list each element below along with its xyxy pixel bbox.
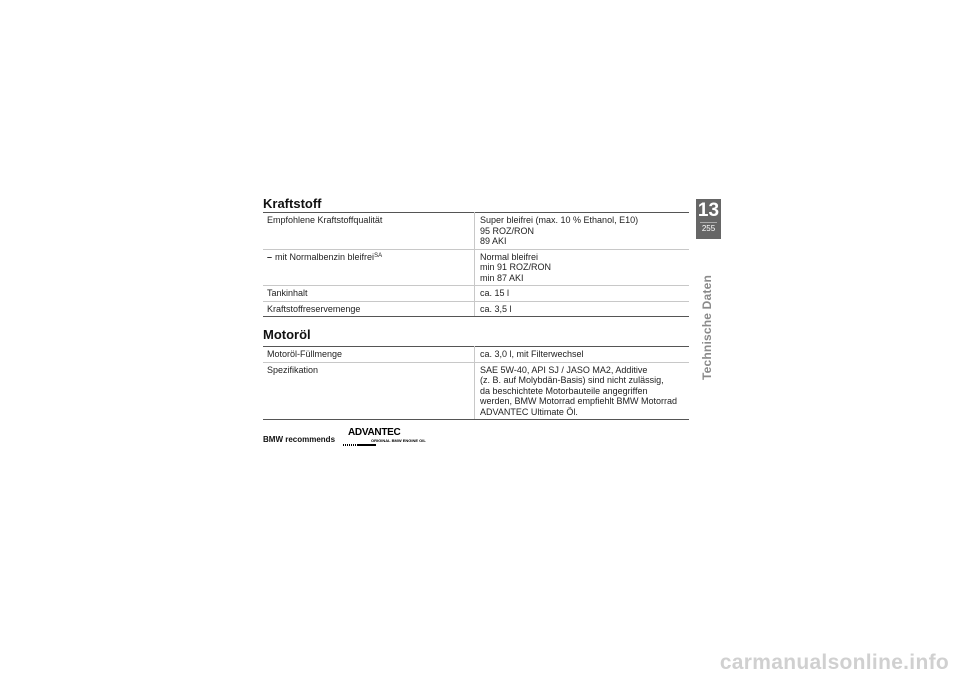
row-value (475, 249, 690, 286)
row-label: Tankinhalt (263, 286, 475, 302)
value-line: ca. 3,5 l (480, 303, 512, 314)
fuel-spec-table (263, 212, 689, 317)
value-line: ADVANTEC Ultimate Öl. (480, 406, 578, 417)
value-line: werden, BMW Motorrad empfiehlt BMW Motorrad (480, 396, 678, 406)
chapter-number: 13 (697, 200, 720, 221)
value-line: da beschichtete Motorbauteile angegriffen (480, 385, 648, 396)
row-value (475, 301, 690, 317)
row-label: Kraftstoffreservemenge (263, 301, 475, 317)
value-line: ca. 3,0 l, mit Filterwechsel (480, 349, 584, 359)
row-label: Empfohlene Kraftstoffqualität (263, 213, 475, 250)
value-line: (z. B. auf Molybdän-Basis) sind nicht zulässig, (480, 375, 664, 385)
value-line: 89 AKI (480, 236, 507, 246)
value-line: Super bleifrei (max. 10 % Ethanol, E10) (480, 215, 639, 225)
value-line: 95 ROZ/RON (480, 225, 535, 236)
advantec-logo (343, 427, 433, 447)
dash-bullet-icon: – (267, 251, 273, 262)
value-line: SAE 5W-40, API SJ / JASO MA2, Additive (480, 364, 648, 375)
page-number: 255 (701, 224, 716, 233)
row-label: Spezifikation (263, 362, 475, 420)
row-label (263, 249, 475, 286)
row-value (475, 213, 690, 250)
row-label: Motoröl-Füllmenge (263, 347, 475, 363)
special-equipment-marker: SA (374, 252, 383, 259)
row-value (475, 286, 690, 302)
advantec-logo-subtext: ORIGINAL BMW ENGINE OIL (371, 438, 426, 443)
value-line: ca. 15 l (480, 288, 510, 298)
value-line: min 87 AKI (480, 272, 524, 283)
chapter-tab (696, 199, 721, 239)
oil-spec-table (263, 346, 689, 420)
section-title-oil: Motoröl (263, 327, 311, 342)
section-title-fuel: Kraftstoff (263, 196, 322, 211)
bmw-recommends-label: BMW recommends (263, 435, 336, 444)
table-row (263, 213, 689, 250)
table-row (263, 286, 689, 302)
table-row (263, 301, 689, 317)
table-row (263, 347, 689, 363)
row-value (475, 347, 690, 363)
value-line: min 91 ROZ/RON (480, 262, 552, 272)
watermark: carmanualsonline.info (719, 651, 949, 674)
table-row (263, 362, 689, 420)
advantec-logo-text: ADVANTEC (348, 427, 401, 438)
logo-stripes-icon (343, 444, 357, 446)
row-value (475, 362, 690, 420)
value-line: Normal bleifrei (480, 251, 539, 262)
tab-divider (700, 222, 717, 223)
row-label-text: mit Normalbenzin bleifrei (275, 251, 375, 262)
table-row (263, 249, 689, 286)
chapter-name: Technische Daten (700, 274, 714, 380)
